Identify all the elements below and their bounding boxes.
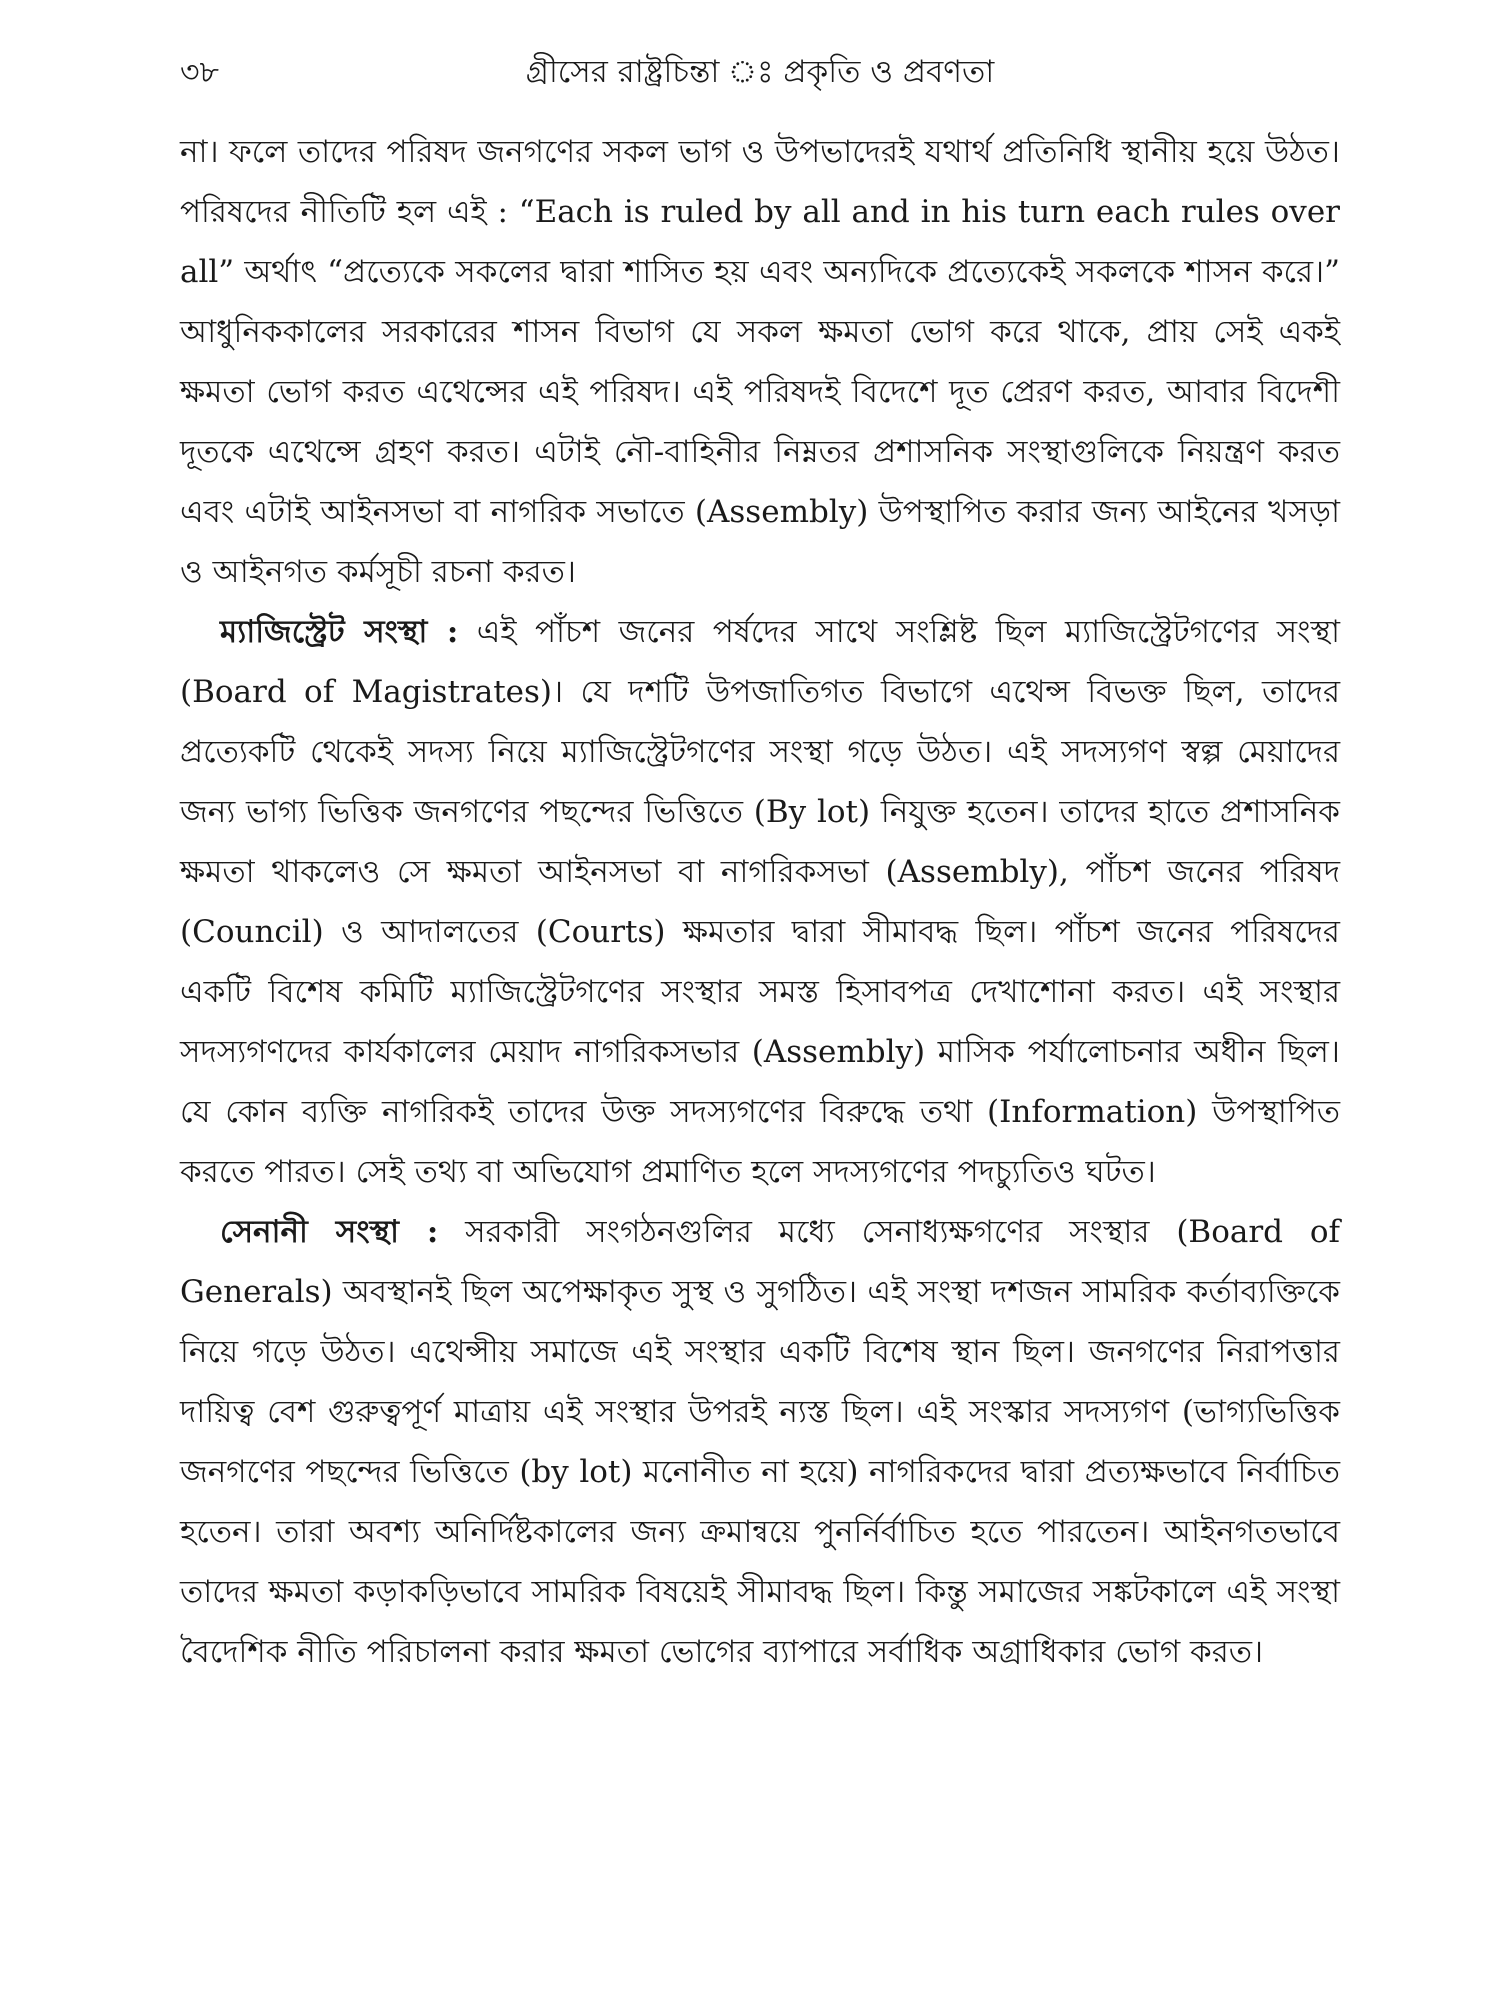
running-head [180,48,1340,108]
body-text [180,122,1340,1682]
paragraph-generals [180,1202,1340,1682]
paragraph-magistrates-text: এই পাঁচশ জনের পর্ষদের সাথে সংশ্লিষ্ট ছিল ম্যাজিস্ট্রেটগণের সংস্থা (Board of Magistrates)। যে দশটি উপজাতিগত বিভাগে এথেন্স বিভক্ত ছিল, তাদের প্রত্যেকটি থেকেই সদস্য নিয়ে ম্যাজিস্ট্রেটগণের সংস্থা গড়ে উঠত। এই সদস্যগণ স্বল্প মেয়াদের জন্য ভাগ্য ভিত্তিক জনগণের পছন্দের ভিত্তিতে (By lot) নিযুক্ত হতেন। তাদের হাতে প্রশাসনিক ক্ষমতা থাকলেও সে ক্ষমতা আইনসভা বা নাগরিকসভা (Assembly), পাঁচশ জনের পরিষদ (Council) ও আদালতের (Courts) ক্ষমতার দ্বারা সীমাবদ্ধ ছিল। পাঁচশ জনের পরিষদের একটি বিশেষ কমিটি ম্যাজিস্ট্রেটগণের সংস্থার সমস্ত হিসাবপত্র দেখাশোনা করত। এই সংস্থার সদস্যগণদের কার্যকালের মেয়াদ নাগরিকসভার (Assembly) মাসিক পর্যালোচনার অধীন ছিল। যে কোন ব্যক্তি নাগরিকই তাদের উক্ত সদস্যগণের বিরুদ্ধে তথা (Information) উপস্থাপিত করতে পারত। সেই তথ্য বা অভিযোগ প্রমাণিত হলে সদস্যগণের পদচ্যুতিও ঘটত। [180,614,1340,1190]
page-number: ৩৮ [180,55,219,90]
paragraph-council: না। ফলে তাদের পরিষদ জনগণের সকল ভাগ ও উপভাদেরই যথার্থ প্রতিনিধি স্থানীয় হয়ে উঠত। পরিষদের নীতিটি হল এই : “Each is ruled by all and in his turn each rules over all” অর্থাৎ “প্রত্যেকে সকলের দ্বারা শাসিত হয় এবং অন্যদিকে প্রত্যেকেই সকলকে শাসন করে।” আধুনিককালের সরকারের শাসন বিভাগ যে সকল ক্ষমতা ভোগ করে থাকে, প্রায় সেই একই ক্ষমতা ভোগ করত এথেন্সের এই পরিষদ। এই পরিষদই বিদেশে দূত প্রেরণ করত, আবার বিদেশী দূতকে এথেন্সে গ্রহণ করত। এটাই নৌ-বাহিনীর নিম্নতর প্রশাসনিক সংস্থাগুলিকে নিয়ন্ত্রণ করত এবং এটাই আইনসভা বা নাগরিক সভাতে (Assembly) উপস্থাপিত করার জন্য আইনের খসড়া ও আইনগত কর্মসূচী রচনা করত। [180,134,1340,590]
section-heading-generals: সেনানী সংস্থা : [220,1214,439,1250]
running-title: গ্রীসের রাষ্ট্রচিন্তা ঃ প্রকৃতি ও প্রবণতা [525,54,995,90]
paragraph-generals-text: সরকারী সংগঠনগুলির মধ্যে সেনাধ্যক্ষগণের সংস্থার (Board of Generals) অবস্থানই ছিল অপেক্ষাকৃত সুস্থ ও সুগঠিত। এই সংস্থা দশজন সামরিক কর্তাব্যক্তিকে নিয়ে গড়ে উঠত। এথেন্সীয় সমাজে এই সংস্থার একটি বিশেষ স্থান ছিল। জনগণের নিরাপত্তার দায়িত্ব বেশ গুরুত্বপূর্ণ মাত্রায় এই সংস্থার উপরই ন্যস্ত ছিল। এই সংস্কার সদস্যগণ (ভাগ্যভিত্তিক জনগণের পছন্দের ভিত্তিতে (by lot) মনোনীত না হয়ে) নাগরিকদের দ্বারা প্রত্যক্ষভাবে নির্বাচিত হতেন। তারা অবশ্য অনির্দিষ্টকালের জন্য ক্রমান্বয়ে পুনর্নির্বাচিত হতে পারতেন। আইনগতভাবে তাদের ক্ষমতা কড়াকড়িভাবে সামরিক বিষয়েই সীমাবদ্ধ ছিল। কিন্তু সমাজের সঙ্কটকালে এই সংস্থা বৈদেশিক নীতি পরিচালনা করার ক্ষমতা ভোগের ব্যাপারে সর্বাধিক অগ্রাধিকার ভোগ করত। [180,1214,1340,1670]
paragraph-magistrates [180,602,1340,1202]
section-heading-magistrates: ম্যাজিস্ট্রেট সংস্থা : [220,614,459,650]
